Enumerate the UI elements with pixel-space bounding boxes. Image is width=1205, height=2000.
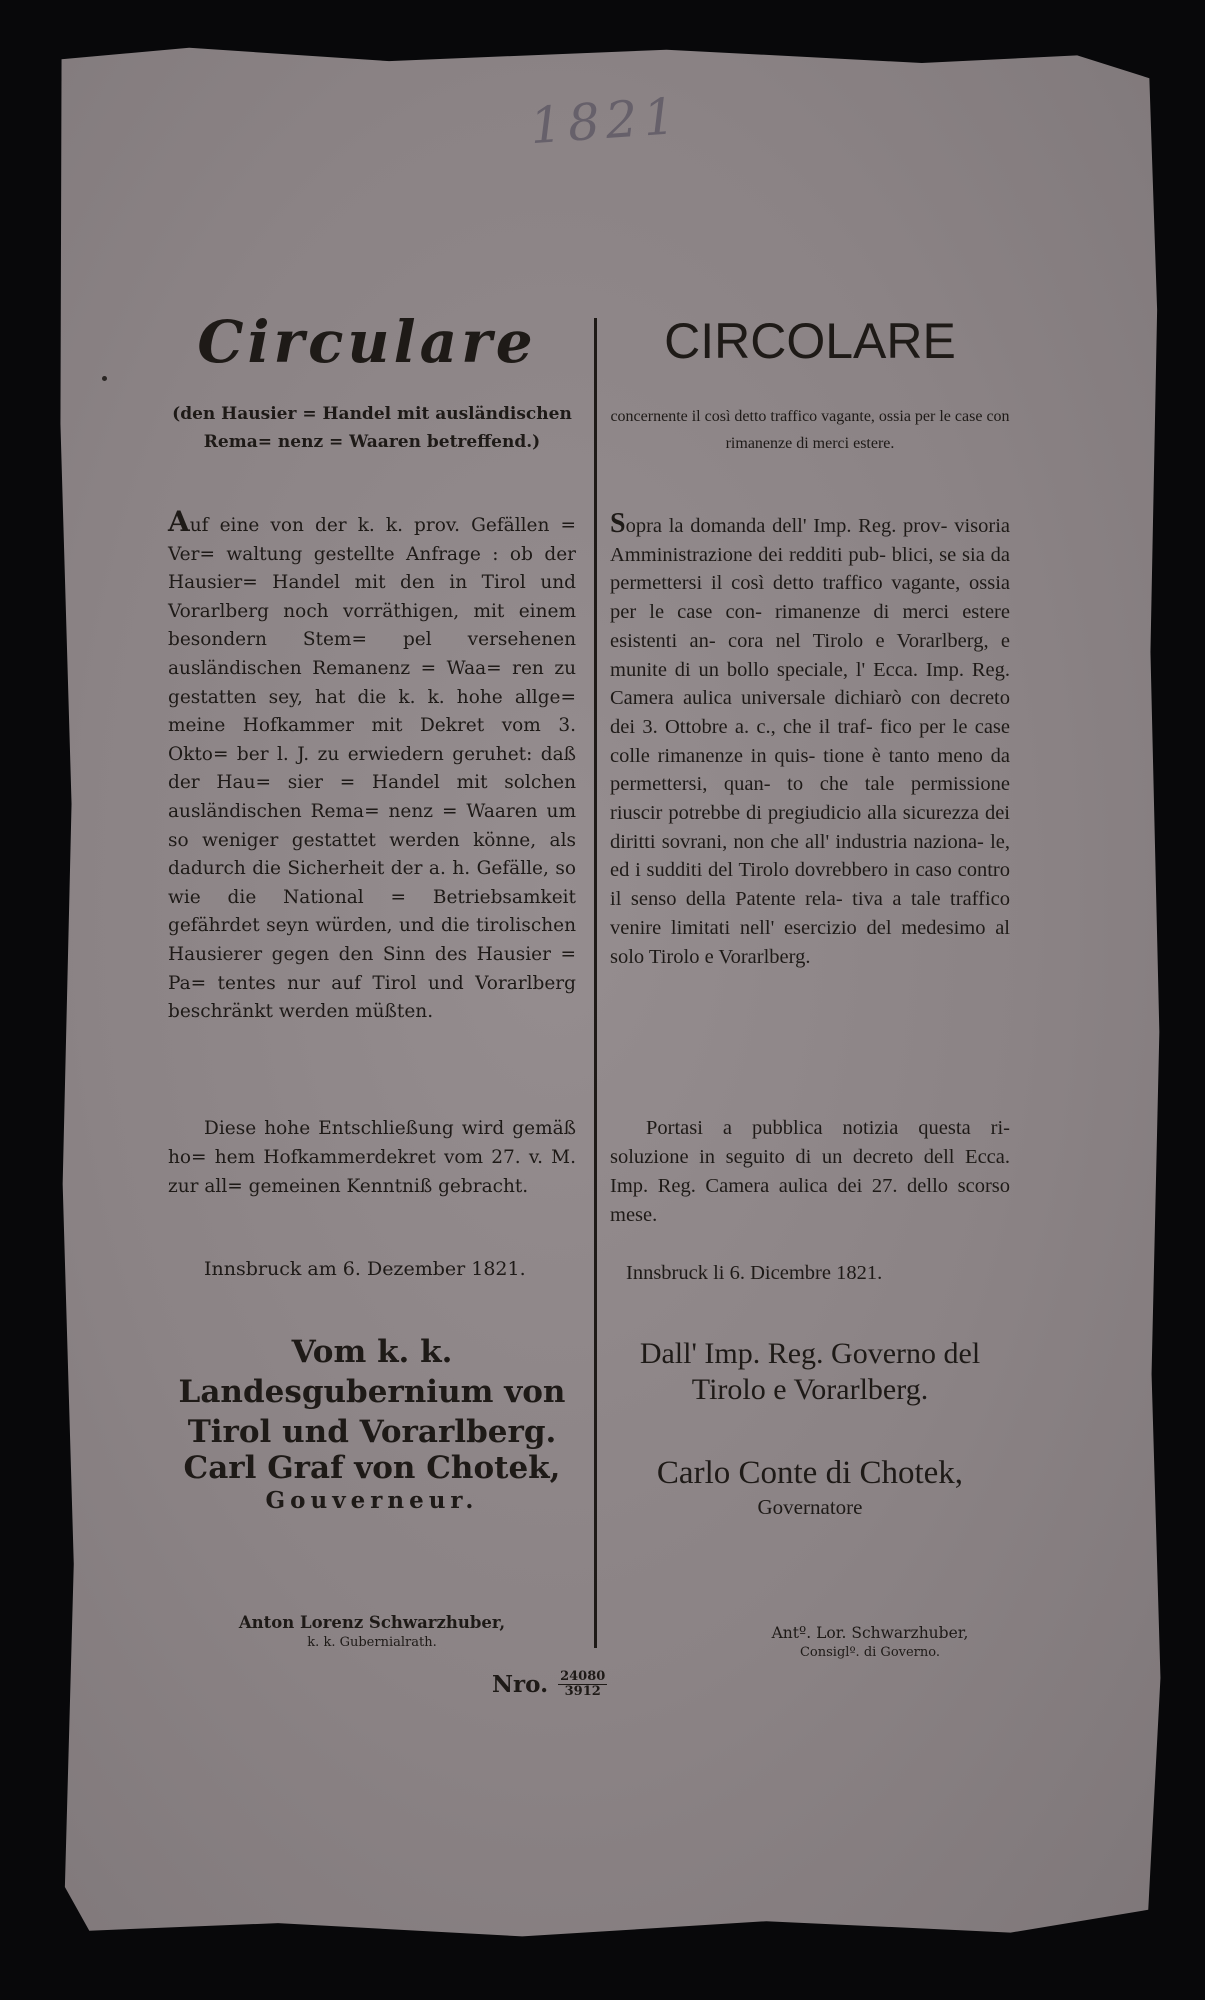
german-paragraph-2: Diese hohe Entschließung wird gemäß ho= hem Hofkammerdekret vom 27. v. M. zur all= gemeinen Kenntniß gebracht. — [168, 1118, 576, 1197]
german-governor-name: Carl Graf von Chotek, — [183, 1450, 561, 1486]
german-authority-line-1: Vom k. k. Landesgubernium von — [178, 1334, 566, 1410]
german-body — [168, 505, 576, 1027]
german-countersign-title: k. k. Gubernialrath. — [307, 1635, 437, 1650]
german-subtitle: (den Hausier = Handel mit ausländischen Rema= nenz = Waaren betreffend.) — [172, 404, 572, 452]
column-divider — [594, 318, 597, 1648]
italian-governor-name: Carlo Conte di Chotek, — [656, 1455, 964, 1491]
italian-body — [610, 510, 1010, 971]
italian-date: Innsbruck li 6. Dicembre 1821. — [626, 1262, 883, 1284]
german-governor-title: Gouverneur. — [265, 1487, 479, 1514]
italian-dropcap: S — [610, 508, 626, 539]
handwritten-year: 1821 — [528, 86, 684, 156]
german-authority-line-2: Tirol und Vorarlberg. — [187, 1414, 557, 1450]
german-governor — [168, 1450, 576, 1516]
italian-authority — [610, 1336, 1010, 1408]
italian-governor-title: Governatore — [757, 1495, 863, 1519]
italian-authority-line-1: Dall' Imp. Reg. Governo del — [639, 1337, 981, 1370]
italian-countersignature — [740, 1622, 1000, 1662]
italian-body-text: opra la domanda dell' Imp. Reg. prov- visoria Amministrazione dei redditi pub- blici, se sia da permettersi il così detto traffico vagante, ossia per le case con- rimanenze di merci estere esistenti an- cora nel Tirolo e Vorarlberg, e munite di un bollo speciale, l' Ecca. Imp. Reg. Camera aulica universale dichiarò con decreto dei 3. Ottobre a. c., che il traf- fico per le case colle rimanenze in quis- tione è tanto meno da permettersi, quan- to che tale permissione riuscir potrebbe di pregiudicio alla sicurezza dei diritti sovrani, non che all' industria naziona- le, ed i sudditi del Tirolo dovrebbero in caso contro il senso della Patente rela- tiva a tale traffico venire limitati nell' esercizio del medesimo al solo Tirolo e Vorarlberg. — [610, 515, 1010, 968]
document-number-fraction — [558, 1670, 607, 1699]
document-number — [492, 1670, 607, 1699]
document-number-numerator: 24080 — [560, 1669, 606, 1684]
italian-paragraph-2: Portasi a pubblica notizia questa ri- soluzione in seguito di un decreto dell Ecca. Imp. Reg. Camera aulica dei 27. dello scorso mese. — [610, 1117, 1010, 1226]
document-number-label: Nro. — [492, 1671, 549, 1698]
german-body-text: uf eine von der k. k. prov. Gefällen = Ver= waltung gestellte Anfrage : ob der Hausier= Handel mit den in Tirol und Vorarlberg noch vorräthigen, mit einem besondern Stem= pel versehenen ausländischen Remanenz = Waa= ren zu gestatten sey, hat die k. k. hohe allge= meine Hofkammer mit Dekret vom 3. Okto= ber l. J. zu erwiedern geruhet: daß der Hau= sier = Handel mit solchen ausländischen Rema= nenz = Waaren um so weniger gestattet werden könne, als dadurch die Sicherheit der a. h. Gefälle, so wie die National = Betriebsamkeit gefährdet seyn würden, und die tirolischen Hausierer gegen den Sinn des Hausier = Pa= tentes nur auf Tirol und Vorarlberg beschränkt werden müßten. — [168, 515, 576, 1023]
italian-authority-line-2: Tirolo e Vorarlberg. — [691, 1373, 929, 1406]
german-title: Circulare — [197, 308, 537, 376]
italian-title: CIRCOLARE — [664, 313, 956, 369]
italian-countersign-title: Consiglº. di Governo. — [799, 1645, 940, 1660]
italian-governor — [610, 1453, 1010, 1521]
german-countersign-name: Anton Lorenz Schwarzhuber, — [238, 1613, 506, 1632]
document-number-denominator: 3912 — [564, 1684, 601, 1699]
ink-speck — [102, 376, 107, 381]
german-authority — [168, 1332, 576, 1452]
italian-subtitle: concernente il così detto traffico vagante, ossia per le case con rimanenze di merci estere. — [610, 408, 1010, 452]
german-countersignature — [168, 1612, 576, 1652]
german-dropcap: A — [168, 505, 190, 538]
german-date: Innsbruck am 6. Dezember 1821. — [204, 1258, 526, 1280]
italian-countersign-name: Antº. Lor. Schwarzhuber, — [771, 1624, 969, 1642]
